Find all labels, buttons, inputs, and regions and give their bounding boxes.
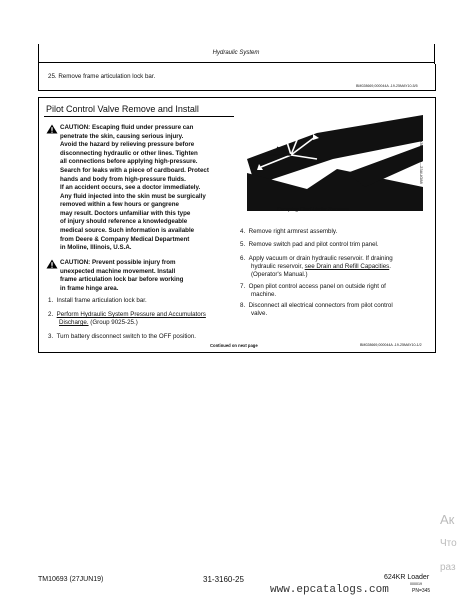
warning-medical: If an accident occurs, see a doctor immediately. Any fluid injected into the skin must be surgically removed within a few hours or gangrene may result. Doctors unfamiliar with this type of injury should reference a knowledgeable medical source. Such information is available from Deere & Company Medical Department in Moline, Illinois, U.S.A.	[60, 184, 206, 252]
warning-triangle-icon	[46, 124, 58, 134]
step-6: 6. Apply vacuum or drain hydraulic reservoir. If draining hydraulic reservoir, see Drain and Refill Capacities. (Operator's Manual.)	[240, 255, 393, 279]
hydraulic-discharge-link-cont[interactable]: Discharge.	[59, 319, 89, 327]
procedure-ref: BM028669,000044A -19-25MAY10-1/2	[360, 343, 422, 347]
warning-triangle-icon	[46, 259, 58, 269]
warning-machine-movement: CAUTION: Prevent possible injury from unexpected machine movement. Install frame articulation lock bar before working in frame hinge area.	[60, 259, 184, 292]
step-1: 1. Install frame articulation lock bar.	[48, 297, 147, 304]
escaping-fluid-illustration	[247, 115, 423, 211]
procedure-title: Pilot Control Valve Remove and Install	[46, 104, 199, 114]
step25-text: 25. Remove frame articulation lock bar.	[48, 73, 156, 80]
footer-manual-id: TM10693 (27JUN19)	[38, 576, 104, 583]
warning-escaping-fluid: CAUTION: Escaping fluid under pressure can penetrate the skin, causing serious injury. Avoid the hazard by relieving pressure before disconnecting hydraulic or other lines. Tighten all connections before applying high-pressure. Search for leaks with a piece of cardboard. Protect hands and body from high-pressure fluids.	[60, 124, 209, 183]
footer-page-number: 31-3160-25	[203, 575, 244, 584]
footer-model: 624KR Loader	[384, 574, 430, 581]
hydraulic-discharge-link[interactable]: Perform Hydraulic System Pressure and Accumulators	[56, 311, 206, 318]
figure-caption: Escaping Fluid Under Pressure	[277, 207, 349, 213]
step-4: 4. Remove right armrest assembly.	[240, 228, 338, 235]
step25-ref: BM028669,000044A -19-25MAY10-5/5	[356, 84, 418, 88]
step-2: 2. Perform Hydraulic System Pressure and Accumulators Discharge. (Group 9025-25.)	[48, 311, 206, 327]
drain-refill-link[interactable]: see Drain and Refill Capacities	[304, 263, 390, 271]
watermark-link[interactable]: www.epcatalogs.com	[270, 584, 389, 596]
title-rule	[44, 116, 234, 117]
continued-note: Continued on next page	[210, 343, 258, 348]
step-5: 5. Remove switch pad and pilot control trim panel.	[240, 241, 379, 248]
step-8: 8. Disconnect all electrical connectors from pilot control valve.	[240, 302, 393, 318]
footer-sub: 000019	[410, 582, 422, 586]
figure-id: X9811 —UN—23AUG88	[419, 140, 424, 184]
right-border	[434, 44, 435, 64]
section-header: Hydraulic System	[38, 44, 434, 63]
step-3: 3. Turn battery disconnect switch to the OFF position.	[48, 333, 197, 340]
step-7: 7. Open pilot control access panel on outside right of machine.	[240, 283, 386, 299]
footer-pn: PN=345	[412, 588, 431, 594]
side-overlay-text: Ак Что раз	[440, 512, 457, 573]
